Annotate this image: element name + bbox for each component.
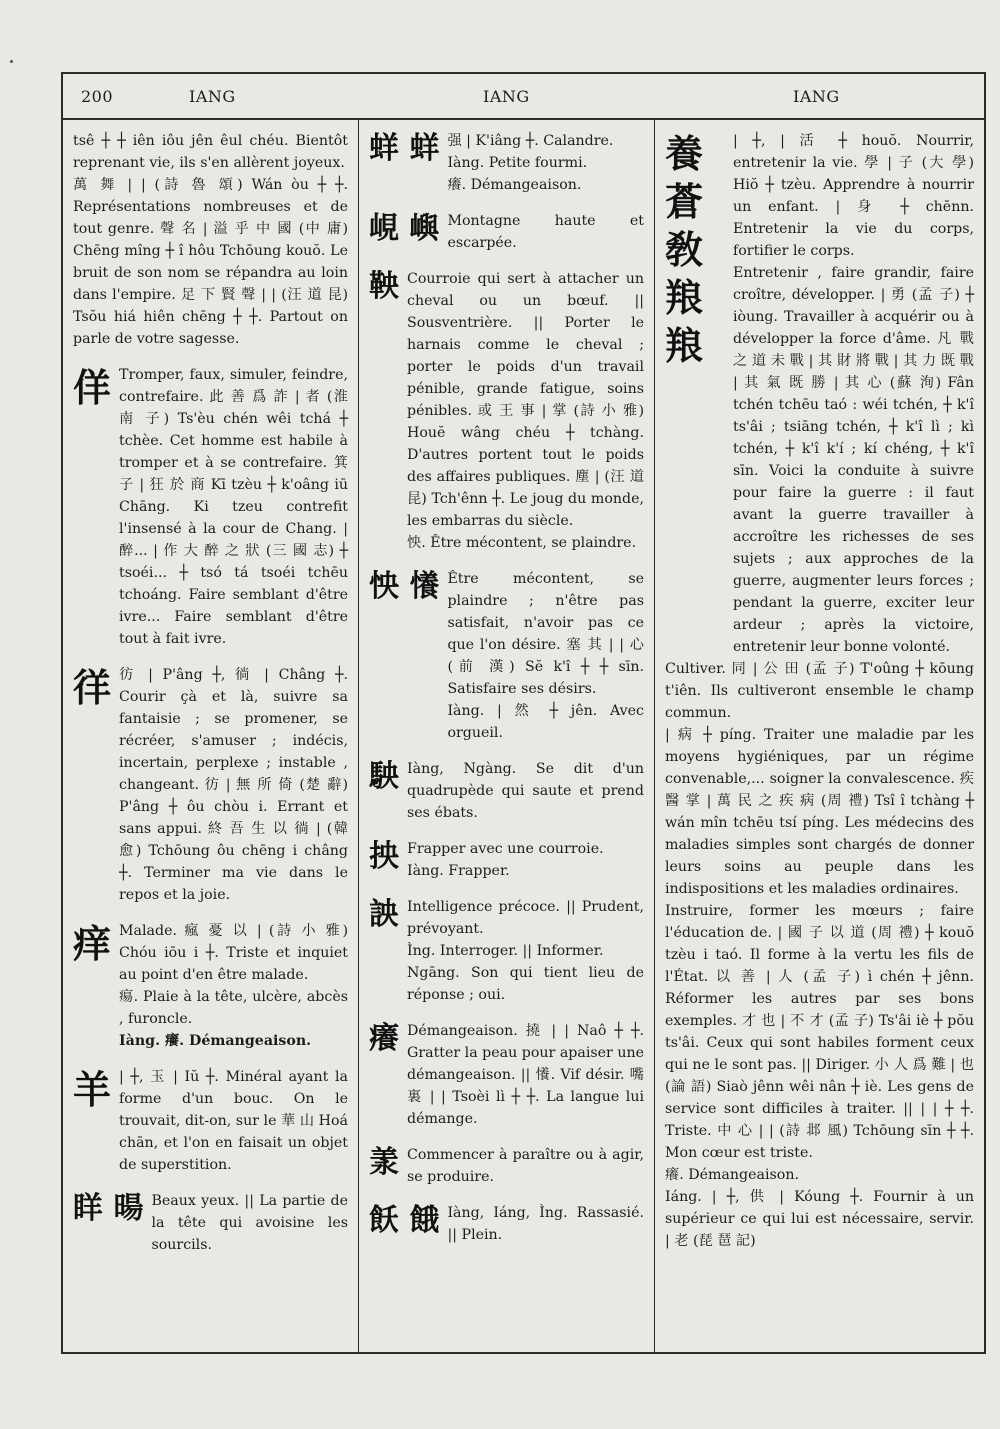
- headword-character: 怏 懩: [369, 569, 440, 604]
- entry-subsense: Cultiver. 同 | 公 田 (孟 子) T'oûng ┼ kōung t'iên. Ils cultiveront ensemble le champ commun.: [665, 661, 974, 721]
- headword-character: 痒: [73, 921, 112, 966]
- headword-character: 徉: [73, 665, 112, 710]
- dictionary-entry: [73, 1190, 348, 1256]
- headword-character: 養 蒼 敎 羪 羪: [665, 131, 704, 368]
- dictionary-entry: [369, 210, 644, 254]
- dictionary-entry: [73, 1066, 348, 1176]
- dictionary-entry: [369, 896, 644, 1006]
- entry-subsense: 怏. Être mécontent, se plaindre.: [407, 535, 637, 551]
- entry-definition: Iàng, Ngàng. Se dit d'un quadrupède qui saute et prend ses ébats.: [407, 761, 644, 821]
- entry-definition: Courroie qui sert à attacher un cheval ou un bœuf. || Sousventrière. || Porter le harnais comme le cheval ; porter le poids d'un travail pénible, grande fatigue, soins pénibles. 或 王 事 | 掌 (詩 小 雅) Houĕ wâng chéu ┼ tchàng. D'autres portent tout le poids des affaires publiques. 塵 | (汪 道 昆) Tch'ênn ┼. Le joug du monde, les embarras du siècle.: [407, 271, 644, 529]
- dictionary-entry: [73, 920, 348, 1052]
- dictionary-entry: [665, 130, 974, 658]
- dictionary-entry: [369, 1020, 644, 1130]
- running-header: [63, 74, 984, 120]
- dictionary-entry: [369, 268, 644, 554]
- header-center: IANG: [483, 87, 530, 106]
- page-frame: [61, 72, 986, 1354]
- entry-definition: Être mécontent, se plaindre ; n'être pas satisfait, n'avoir pas ce que l'on désire. 塞 其 | | 心 (前 漢) Sĕ k'î ┼ ┼ sīn. Satisfaire ses désirs.: [447, 571, 644, 697]
- headword-character: 眻 暘: [73, 1191, 144, 1226]
- entry-subsense: Ngāng. Son qui tient lieu de réponse ; oui.: [407, 965, 644, 1003]
- dictionary-entry: [73, 364, 348, 650]
- continuation-text: tsê ┼ ┼ iên iôu jên êul chéu. Bientôt reprenant vie, ils s'en allèrent joyeux.: [73, 133, 348, 171]
- headword-character: 羊: [73, 1067, 112, 1112]
- entry-subsense: Instruire, former les mœurs ; faire l'éducation de. | 國 子 以 道 (周 禮) ┼ kouŏ tzèu i taó. Il forme à la vertu les fils de l'État. 以 善 | 人 (孟 子) ì chén ┼ jênn. Réformer les autres par ses bons exemples. 才 也 | 不 才 (孟 子) Ts'âi iè ┼ pŏu ts'âi. Ceux qui sont habiles forment ceux qui ne le sont pas. || Diriger. 小 人 爲 難 | 也 (論 語) Siaò jênn wêi nân ┼ iè. Les gens de service sont difficiles à traiter. || | | ┼ ┼. Triste. 中 心 | | (詩 邶 風) Tchōung sīn ┼ ┼. Mon cœur est triste.: [665, 903, 974, 1161]
- entry-subsense: 癢. Démangeaison.: [447, 177, 582, 193]
- continuation-text: 萬 舞 | | (詩 魯 頌) Wán òu ┼ ┼. Représentations nombreuses et de tout genre. 聲 名 | 溢 乎 中 國 (中 庸) Chēng mîng ┼ î hôu Tchōung kouŏ. Le bruit de son nom se répandra au loin dans l'empire. 足 下 賢 聲 | | (汪 道 昆) Tsŏu hiá hiên chēng ┼ ┼. Partout on parle de votre sagesse.: [73, 177, 348, 347]
- column-2: [359, 120, 655, 1352]
- entry-definition: Intelligence précoce. || Prudent, prévoyant.: [407, 899, 644, 937]
- entry-definition: 强 | K'iâng ┼. Calandre.: [447, 133, 614, 149]
- entry-subsense: Iàng. | 然 ┼ jên. Avec orgueil.: [447, 703, 644, 741]
- headword-character: 抰: [369, 839, 399, 874]
- dictionary-entry: [369, 758, 644, 824]
- entry-subsense: Iàng. Frapper.: [407, 863, 510, 879]
- dictionary-entry: [369, 838, 644, 882]
- entry-subsense: 瘍. Plaie à la tête, ulcère, abcès , furoncle.: [119, 989, 348, 1027]
- headword-character: 詇: [369, 897, 399, 932]
- dictionary-entry: [369, 130, 644, 196]
- entry-subsense: Ìng. Interroger. || Informer.: [407, 943, 604, 959]
- entry-definition: Démangeaison. 撓 | | Naô ┼ ┼. Gratter la peau pour apaiser une démangeaison. || 懩. Vif désir. 嘴 裏 | | Tsoèi lì ┼ ┼. La langue lui démange.: [407, 1023, 644, 1127]
- entry-definition: Tromper, faux, simuler, feindre, contrefaire. 此 善 爲 詐 | 者 (淮 南 子) Ts'èu chén wêi tchá ┼ tchèe. Cet homme est habile à tromper et à se contrefaire. 箕 子 | 狂 於 商 Kī tzèu ┼ k'oâng iū Chāng. Ki tzeu contrefit l'insensé à la cour de Chang. | 醉... | 作 大 醉 之 狀 (三 國 志) ┼ tsoéi... ┼ tsó tá tsoéi tchēu tchoáng. Faire semblant d'être ivre... Faire semblant d'être tout à fait ivre.: [119, 367, 348, 647]
- headword-character: 飫 餓: [369, 1203, 440, 1238]
- dictionary-entry: [369, 568, 644, 744]
- entry-definition: | ┼, | 活 ┼ houŏ. Nourrir, entretenir la vie. 學 | 子 (大 學) Hiŏ ┼ tzèu. Apprendre à nourrir un enfant. | 身 ┼ chēnn. Entretenir la vie du corps, fortifier le corps.: [733, 133, 974, 259]
- entry-definition: Iàng, Iáng, Ìng. Rassasié. || Plein.: [447, 1205, 644, 1243]
- entry-definition: 彷 | P'âng ┼, 徜 | Châng ┼. Courir çà et là, suivre sa fantaisie ; se promener, se récréer, s'amuser ; indécis, incertain, perplexe ; instable , changeant. 彷 | 無 所 倚 (楚 辭) P'âng ┼ ôu chòu i. Errant et sans appui. 終 吾 生 以 徜 | (韓 愈) Tchōung ôu chēng i châng ┼. Terminer ma vie dans le repos et la joie.: [119, 667, 348, 903]
- headword-character: 鞅: [369, 269, 399, 304]
- header-left: IANG: [189, 87, 236, 106]
- entry-subsense: Iáng. | ┼, 供 | Kóung ┼. Fournir à un supérieur ce qui lui est nécessaire, servir. | 老 (琵 琶 記): [665, 1189, 974, 1249]
- dictionary-entry: [73, 664, 348, 906]
- entry-definition: Montagne haute et escarpée.: [447, 213, 644, 251]
- entry-subsense: 癢. Démangeaison.: [665, 1167, 799, 1183]
- entry-definition: Malade. 瘋 憂 以 | (詩 小 雅) Chóu iōu i ┼. Triste et inquiet au point d'en être malade.: [119, 923, 348, 983]
- entry-definition: Beaux yeux. || La partie de la tête qui avoisine les sourcils.: [151, 1193, 348, 1253]
- entry-subsense: | 病 ┼ píng. Traiter une maladie par les moyens hygiéniques, par un régime convenable,... soigner la convalescence. 疾 醫 掌 | 萬 民 之 疾 病 (周 禮) Tsî î tchàng ┼ wán mîn tchēu tsí píng. Les médecins des maladies simples sont chargés de donner leurs soins au peuple dans les indispositions et les maladies ordinaires.: [665, 727, 974, 897]
- headword-character: 駚: [369, 759, 399, 794]
- page-speck: [10, 60, 13, 63]
- entry-subsense: Iàng. Petite fourmi.: [447, 155, 588, 171]
- entry-subsense: Iàng. 癢. Démangeaison.: [119, 1033, 312, 1049]
- dictionary-entry: [369, 1144, 644, 1188]
- headword-character: 佯: [73, 365, 112, 410]
- header-right: IANG: [793, 87, 840, 106]
- entry-definition: Frapper avec une courroie.: [407, 841, 604, 857]
- headword-character: 蛘 蛘: [369, 131, 440, 166]
- column-1: [63, 120, 359, 1352]
- dictionary-entry: [369, 1202, 644, 1246]
- headword-character: 羕: [369, 1145, 399, 1180]
- entry-subsense: Entretenir , faire grandir, faire croître, développer. | 勇 (孟 子) ┼ iòung. Travailler à acquérir ou à développer la force d'âme. 凡 戰 之 道 未 戰 | 其 財 將 戰 | 其 力 既 戰 | 其 氣 既 勝 | 其 心 (蘇 洵) Fân tchén tchēu taó : wéi tchén, ┼ k'î ts'âi ; tsiāng tchén, ┼ k'î lì ; kì tchén, ┼ k'î k'í ; kí chéng, ┼ k'î sīn. Voici la conduite à suivre pour faire la guerre : il faut avant la guerre travailler à accroître les richesses de ses sujets ; aux approches de la guerre, augmenter leurs forces ; pendant la guerre, exciter leur ardeur ; après la victoire, entretenir leur bonne volonté.: [733, 265, 974, 655]
- column-3: [655, 120, 984, 1352]
- entry-definition: | ┼, 玉 | Iŭ ┼. Minéral ayant la forme d'un bouc. On le trouvait, dit-on, sur le 華 山 Hoá chān, et l'on en faisait un objet de superstition.: [119, 1069, 348, 1173]
- entry-definition: Commencer à paraître ou à agir, se produire.: [407, 1147, 644, 1185]
- headword-character: 癢: [369, 1021, 399, 1056]
- page-number: 200: [81, 87, 114, 106]
- headword-character: 峴 嶼: [369, 211, 440, 246]
